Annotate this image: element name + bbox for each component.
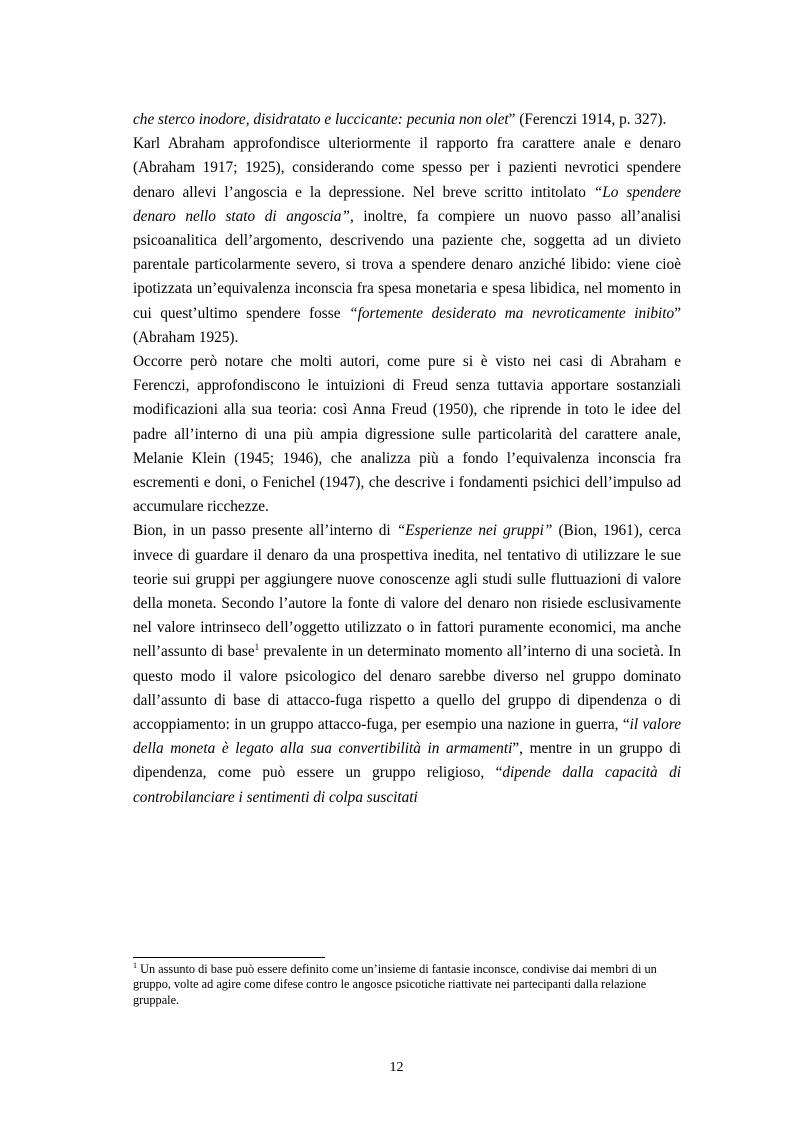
- text-run: , inoltre, fa compiere un nuovo passo all’analisi psicoanalitica dell’argomento, descrivendo una paziente che, soggetta ad un divieto parentale particolarmente severo, si trova a spendere denaro anziché libido: viene cioè ipotizzata un’equivalenza inconscia fra spesa monetaria e spesa libidica, nel momento in cui quest’ultimo spendere fosse: [133, 207, 682, 322]
- paragraph-abraham: [133, 132, 681, 350]
- italic-quote: “fortemente desiderato ma nevroticamente inibito: [349, 304, 675, 322]
- paragraph-bion: [133, 519, 681, 809]
- footnote-separator: [133, 957, 325, 958]
- text-run: prevalente in un determinato momento all’interno di una società. In questo modo il valore psicologico del denaro sarebbe diverso nel gruppo dominato dall’assunto di base di attacco-fuga rispetto a quello del gruppo di dipendenza o di accoppiamento: in un gruppo attacco-fuga, per esempio una nazione in guerra, “: [133, 643, 681, 734]
- citation: ” (Abraham 1925).: [133, 304, 681, 346]
- page-number: 12: [389, 1060, 404, 1075]
- main-text: [133, 108, 681, 810]
- footnote-number: 1: [133, 961, 137, 970]
- italic-title: “Esperienze nei gruppi”: [396, 522, 553, 540]
- italic-title: “Lo spendere denaro nello stato di angoscia”: [133, 183, 682, 225]
- paragraph-other-authors: [133, 350, 681, 519]
- italic-quote: il valore della moneta è legato alla sua convertibilità in armamenti: [133, 716, 681, 758]
- paragraph-continuation: [133, 108, 681, 132]
- text-run: (Bion, 1961), cerca invece di guardare il denaro da una prospettiva inedita, nel tentativo di utilizzare le sue teorie sui gruppi per aggiungere nuove conoscenze agli studi sulle fluttuazioni di valore della moneta. Secondo l’autore la fonte di valore del denaro non risiede esclusivamente nel valore intrinseco dell’oggetto utilizzato o in fattori puramente economici, ma anche nell’assunto di base: [133, 522, 681, 661]
- text-run: ”, mentre in un gruppo di dipendenza, come può essere un gruppo religioso, “: [133, 740, 681, 782]
- footnote-text: Un assunto di base può essere definito come un’insieme di fantasie inconsce, condivise dai membri di un gruppo, volte ad agire come difese contro le angosce psicotiche riattivate nei partecipanti dalla relazione gruppale.: [133, 962, 657, 1007]
- footnote-reference[interactable]: 1: [254, 642, 260, 653]
- text-run: Bion, in un passo presente all’interno di: [133, 522, 397, 540]
- italic-quote: dipende dalla capacità di controbilanciare i sentimenti di colpa suscitati: [133, 764, 681, 806]
- citation: ” (Ferenczi 1914, p. 327).: [508, 111, 667, 128]
- text-run: Karl Abraham approfondisce ulteriormente il rapporto fra carattere anale e denaro (Abraham 1917; 1925), considerando come spesso per i pazienti nevrotici spendere denaro allevi l’angoscia e la depressione. Nel breve scritto intitolato: [133, 135, 681, 201]
- footnote: [133, 962, 681, 1008]
- text-run: Occorre però notare che molti autori, come pure si è visto nei casi di Abraham e Ferenczi, approfondiscono le intuizioni di Freud senza tuttavia apportare sostanziali modificazioni alla sua teoria: così Anna Freud (1950), che riprende in toto le idee del padre all’interno di una più ampia digressione sulle particolarità del carattere anale, Melanie Klein (1945; 1946), che analizza più a fondo l’equivalenza inconscia fra escrementi e doni, o Fenichel (1947), che descrive i fondamenti psichici dell’impulso ad accumulare ricchezze.: [133, 353, 681, 516]
- italic-quote: che sterco inodore, disidratato e luccicante: pecunia non olet: [133, 111, 509, 128]
